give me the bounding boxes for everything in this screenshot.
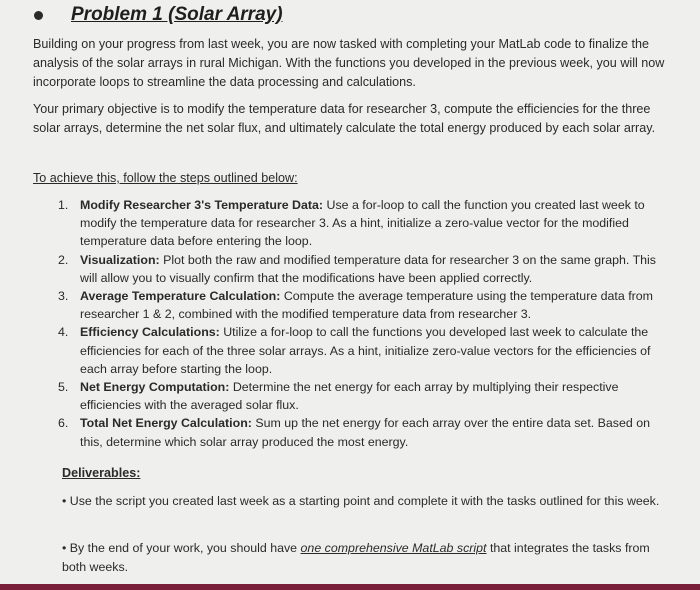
step-label: Efficiency Calculations: <box>80 325 220 340</box>
bottom-border <box>0 584 700 590</box>
step-text: Utilize a for-loop to call the functions you developed last week to calculate the efficiencies for each of the three solar arrays. As a hint, initialize zero-value vectors for the efficiencies of each array before starting the loop. <box>80 325 651 376</box>
step-item <box>52 196 662 251</box>
step-item <box>52 251 662 287</box>
steps-intro: To achieve this, follow the steps outlined below: <box>33 171 298 185</box>
step-label: Modify Researcher 3's Temperature Data: <box>80 198 324 212</box>
step-number: 4. <box>58 325 69 340</box>
deliverable-emphasis: one comprehensive MatLab script <box>300 541 487 555</box>
steps-list <box>52 196 662 451</box>
deliverable-text: • By the end of your work, you should have <box>62 541 301 555</box>
deliverables-heading: Deliverables: <box>62 466 141 480</box>
step-text: Sum up the net energy for each array over the entire data set. Based on this, determine which solar array produced the most energy. <box>80 416 651 449</box>
step-number: 5. <box>58 380 69 395</box>
deliverable-item <box>62 539 662 577</box>
step-number: 1. <box>58 198 69 212</box>
step-label: Net Energy Computation: <box>80 380 230 395</box>
deliverable-text: that integrates the tasks from both weeks. <box>62 541 650 574</box>
step-label: Total Net Energy Calculation: <box>80 416 252 431</box>
step-text: Plot both the raw and modified temperature data for researcher 3 on the same graph. This will allow you to visually confirm that the modifications have been applied correctly. <box>80 252 657 285</box>
step-item <box>52 378 662 414</box>
step-number: 2. <box>58 252 69 267</box>
page-title: Problem 1 (Solar Array) <box>71 4 283 25</box>
title-row <box>28 0 283 30</box>
step-text: Compute the average temperature using the temperature data from researcher 1 & 2, combined with the modified temperature data from researcher 3. <box>80 289 653 322</box>
step-text: Determine the net energy for each array by multiplying their respective efficiencies with the averaged solar flux. <box>80 380 619 413</box>
deliverable-item: • Use the script you created last week as a starting point and complete it with the tasks outlined for this week. <box>62 494 660 508</box>
bullet-icon <box>34 11 43 20</box>
step-text: Use a for-loop to call the function you created last week to modify the temperature data for researcher 3. As a hint, initialize a zero-value vector for the modified temperature data before entering the loop. <box>80 198 645 249</box>
intro-paragraph: Building on your progress from last week, you are now tasked with completing your MatLab code to finalize the analysis of the solar arrays in rural Michigan. With the functions you developed in the previous week, you will now incorporate loops to streamline the data processing and calculations. <box>33 37 665 89</box>
step-item <box>52 323 662 378</box>
step-item <box>52 287 662 323</box>
step-label: Visualization: <box>80 252 160 267</box>
step-number: 3. <box>58 289 69 304</box>
step-number: 6. <box>58 416 69 431</box>
step-item <box>52 414 662 450</box>
step-label: Average Temperature Calculation: <box>80 289 281 304</box>
objective-paragraph: Your primary objective is to modify the temperature data for researcher 3, compute the efficiencies for the three solar arrays, determine the net solar flux, and ultimately calculate the total energy produced by each solar array. <box>33 102 656 135</box>
